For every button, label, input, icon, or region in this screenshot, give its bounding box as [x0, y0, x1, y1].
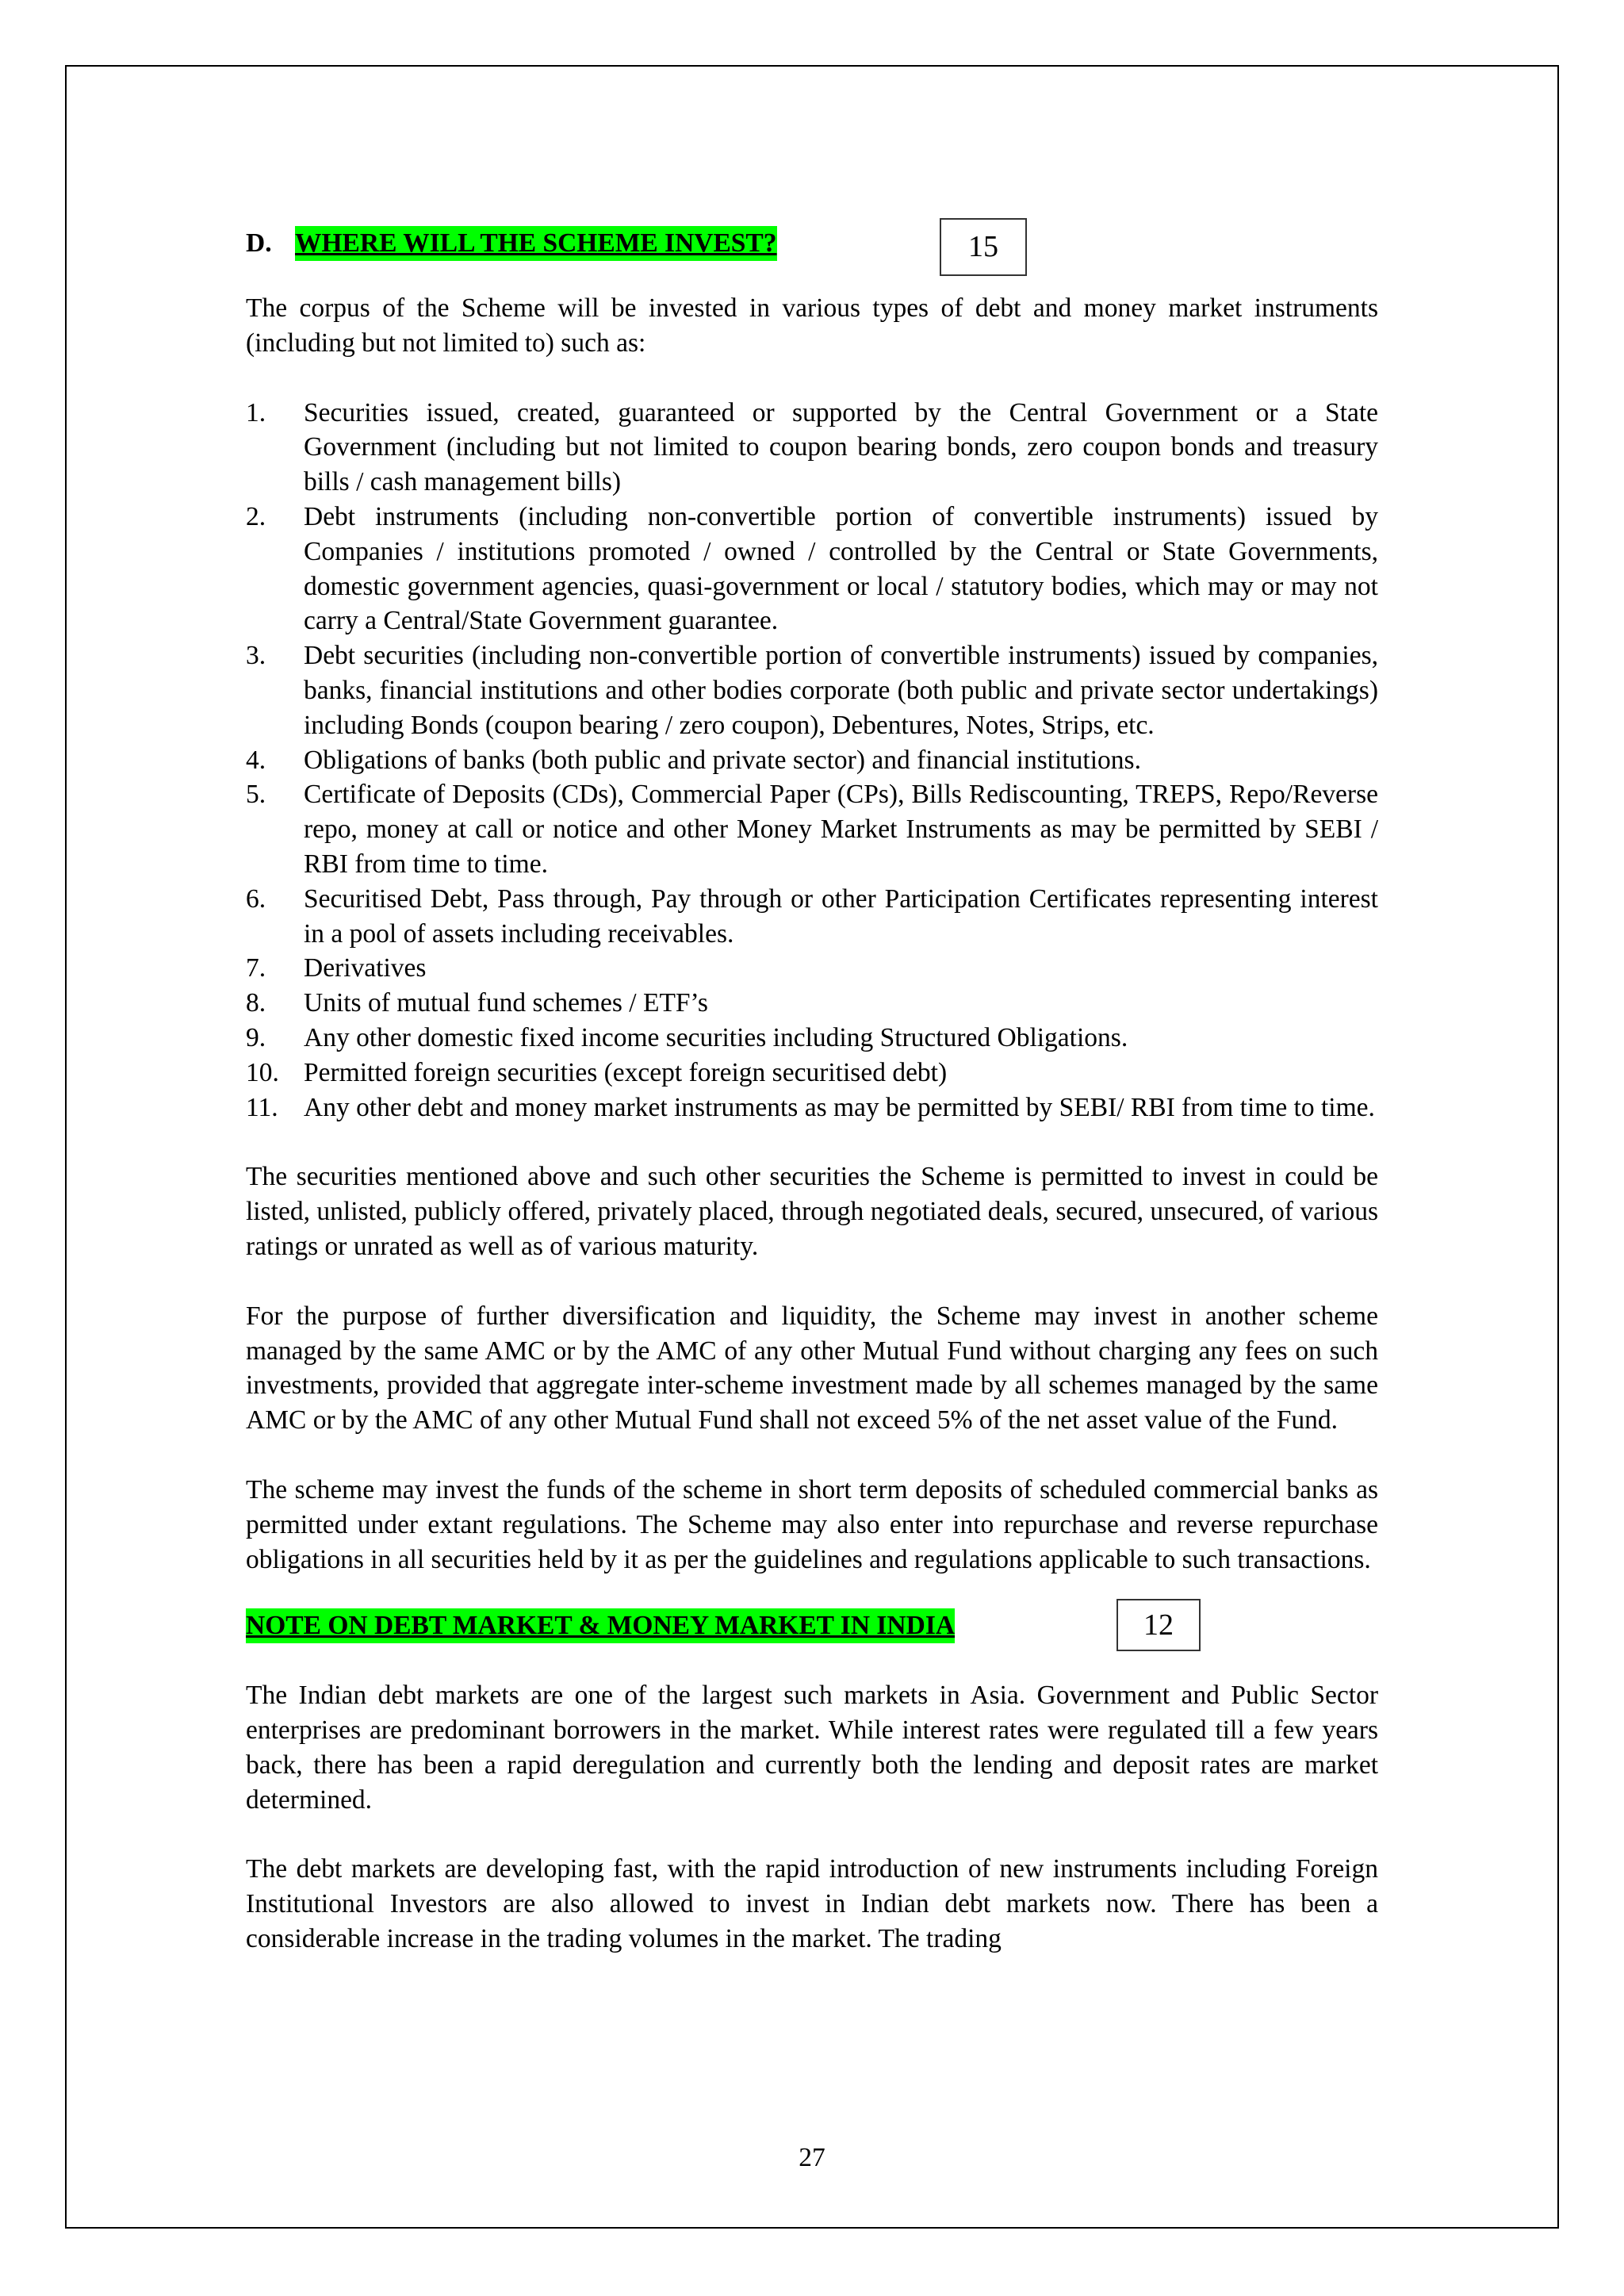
list-item-number: 4.: [246, 745, 266, 775]
list-item-text: Any other debt and money market instruments as may be permitted by SEBI/ RBI from time to time.: [304, 1092, 1375, 1122]
list-item-number: 2.: [246, 501, 266, 531]
list-item-text: Debt securities (including non-convertible portion of convertible instruments) issued by companies, banks, financial institutions and other bodies corporate (both public and private sector undertakings) including Bonds (coupon bearing / zero coupon), Debentures, Notes, Strips, etc.: [304, 641, 1378, 740]
list-item-number: 5.: [246, 780, 266, 810]
list-item-text: Debt instruments (including non-convertible portion of convertible instruments) issued by Companies / institutions promoted / owned / controlled by the Central or State Governments, domestic government agencies, quasi-government or local / statutory bodies, which may or may not carry a Central/State Government guarantee.: [304, 501, 1378, 636]
list-item: [246, 986, 1378, 1021]
list-item: [246, 743, 1378, 778]
reference-number: 15: [968, 230, 998, 263]
section-letter: D.: [246, 228, 272, 258]
list-item-number: 9.: [246, 1022, 266, 1052]
list-item-text: Any other domestic fixed income securities including Structured Obligations.: [304, 1022, 1128, 1052]
list-item: [246, 1021, 1378, 1056]
list-item-number: 8.: [246, 988, 266, 1018]
list-item-number: 3.: [246, 641, 266, 671]
list-item-text: Permitted foreign securities (except foreign securitised debt): [304, 1057, 948, 1087]
list-item: [246, 882, 1378, 952]
debt-market-paragraph: The Indian debt markets are one of the largest such markets in Asia. Government and Public Sector enterprises are predominant borrowers in the market. While interest rates were regulated till a few years back, there has been a rapid deregulation and currently both the lending and deposit rates are market determined.: [246, 1681, 1378, 1815]
list-item-text: Securitised Debt, Pass through, Pay through or other Participation Certificates representing interest in a pool of assets including receivables.: [304, 884, 1378, 949]
list-item: [246, 951, 1378, 986]
list-item-text: Units of mutual fund schemes / ETF’s: [304, 988, 708, 1018]
list-item: [246, 1056, 1378, 1091]
list-item-number: 11.: [246, 1092, 278, 1122]
intro-paragraph: The corpus of the Scheme will be invested in various types of debt and money market instruments (including but not limited to) such as:: [246, 293, 1378, 358]
document-body: [246, 226, 1378, 1957]
note-heading: [246, 1608, 1378, 1650]
list-item: [246, 500, 1378, 638]
diversification-paragraph: For the purpose of further diversification and liquidity, the Scheme may invest in another scheme managed by the same AMC or by the AMC of any other Mutual Fund without charging any fees on such investments, provided that aggregate inter-scheme investment made by all schemes managed by the same AMC or by the AMC of any other Mutual Fund shall not exceed 5% of the net asset value of the Fund.: [246, 1301, 1378, 1435]
listed-paragraph: The securities mentioned above and such other securities the Scheme is permitted to invest in could be listed, unlisted, publicly offered, privately placed, through negotiated deals, secured, unsecured, of various ratings or unrated as well as of various maturity.: [246, 1162, 1378, 1261]
debt-market-development-paragraph: The debt markets are developing fast, with the rapid introduction of new instruments including Foreign Institutional Investors are also allowed to invest in Indian debt markets now. There has been a considerable increase in the trading volumes in the market. The trading: [246, 1854, 1378, 1954]
deposits-paragraph: The scheme may invest the funds of the scheme in short term deposits of scheduled commercial banks as permitted under extant regulations. The Scheme may also enter into repurchase and reverse repurchase obligations in all securities held by it as per the guidelines and regulations applicable to such transactions.: [246, 1474, 1378, 1574]
section-title: WHERE WILL THE SCHEME INVEST?: [295, 226, 777, 261]
list-item-text: Obligations of banks (both public and private sector) and financial institutions.: [304, 745, 1141, 775]
investment-list: [246, 396, 1378, 1125]
list-item-text: Derivatives: [304, 953, 427, 983]
page-number: 27: [799, 2143, 825, 2172]
section-d-heading: [246, 226, 1378, 267]
list-item: [246, 777, 1378, 881]
list-item: [246, 396, 1378, 500]
list-item-number: 6.: [246, 884, 266, 914]
note-title: NOTE ON DEBT MARKET & MONEY MARKET IN INDIA: [246, 1608, 955, 1643]
list-item-number: 7.: [246, 953, 266, 983]
list-item-text: Securities issued, created, guaranteed or supported by the Central Government or a State Government (including but not limited to coupon bearing bonds, zero coupon bonds and treasury bills / cash management bills): [304, 397, 1378, 497]
list-item-number: 10.: [246, 1057, 279, 1087]
list-item: [246, 1091, 1378, 1125]
reference-number: 12: [1143, 1608, 1174, 1642]
list-item-text: Certificate of Deposits (CDs), Commercial Paper (CPs), Bills Rediscounting, TREPS, Repo/Reverse repo, money at call or notice and other Money Market Instruments as may be permitted by SEBI / RBI from time to time.: [304, 780, 1378, 879]
reference-box: [1116, 1599, 1201, 1651]
list-item: [246, 638, 1378, 742]
list-item-number: 1.: [246, 397, 266, 427]
reference-box: [940, 218, 1027, 276]
